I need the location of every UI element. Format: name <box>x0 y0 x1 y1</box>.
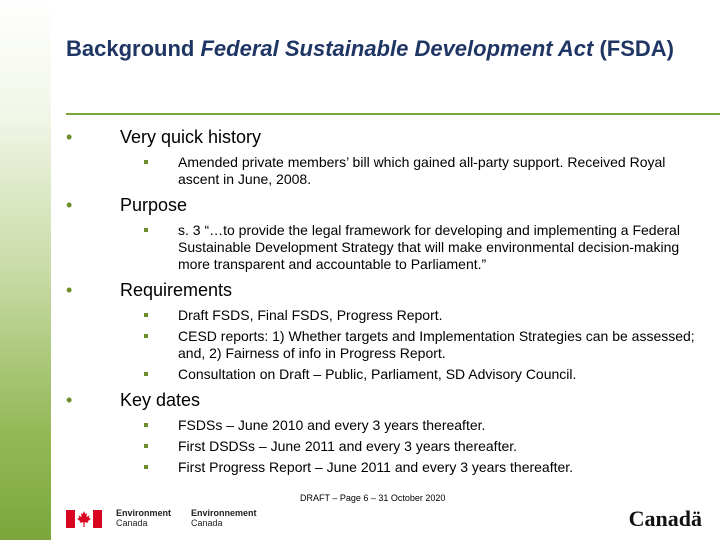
draft-footer: DRAFT – Page 6 – 31 October 2020 <box>300 493 446 503</box>
sub-bullet-text: FSDSs – June 2010 and every 3 years thereafter. <box>178 417 486 433</box>
sub-bullet-text: First DSDSs – June 2011 and every 3 years thereafter. <box>178 438 518 454</box>
sub-bullet-item <box>66 438 706 455</box>
title-prefix: Background <box>66 36 195 61</box>
sub-bullet-item <box>66 328 706 362</box>
title-suffix: (FSDA) <box>599 36 675 61</box>
sub-bullet-item <box>66 222 706 273</box>
bullet-dot-icon: • <box>66 390 73 410</box>
slide-body <box>66 125 706 481</box>
bullet-item <box>66 388 706 412</box>
square-bullet-icon <box>144 444 148 448</box>
bullet-dot-icon: • <box>66 195 73 215</box>
bullet-text: Requirements <box>120 280 233 300</box>
square-bullet-icon <box>144 465 148 469</box>
bullet-dot-icon: • <box>66 127 73 147</box>
bullet-item <box>66 125 706 149</box>
square-bullet-icon <box>144 228 148 232</box>
square-bullet-icon <box>144 334 148 338</box>
sub-bullet-text: Amended private members’ bill which gained all-party support. Received Royal ascent in June, 2008. <box>178 154 666 187</box>
bullet-group-purpose <box>66 193 706 273</box>
bullet-item <box>66 193 706 217</box>
dept-fr-line2: Canada <box>191 518 223 528</box>
bullet-item <box>66 278 706 302</box>
square-bullet-icon <box>144 423 148 427</box>
bullet-text: Very quick history <box>120 127 262 147</box>
canada-wordmark: Canadä <box>628 506 702 531</box>
sub-bullet-text: Draft FSDS, Final FSDS, Progress Report. <box>178 307 443 323</box>
dept-fr-line1: Environnement <box>191 508 257 518</box>
bullet-text: Key dates <box>120 390 201 410</box>
sub-bullet-item <box>66 307 706 324</box>
bullet-group-key-dates <box>66 388 706 476</box>
bullet-dot-icon: • <box>66 280 73 300</box>
title-italic: Federal Sustainable Development Act <box>200 36 594 61</box>
green-gradient-sidebar <box>0 0 51 540</box>
dept-en-line2: Canada <box>116 518 148 528</box>
slide-title <box>66 34 706 63</box>
sub-bullet-item <box>66 154 706 188</box>
canada-flag-icon <box>66 510 102 528</box>
sub-bullet-text: s. 3 “…to provide the legal framework for developing and implementing a Federal Sustainable Development Strategy that will make environmental decision-making more transparent and accountable to Parliament.” <box>178 222 680 272</box>
bullet-group-requirements <box>66 278 706 383</box>
sub-bullet-item <box>66 459 706 476</box>
sub-bullet-item <box>66 417 706 434</box>
sub-bullet-item <box>66 366 706 383</box>
sub-bullet-text: First Progress Report – June 2011 and every 3 years thereafter. <box>178 459 574 475</box>
footer-logo-bar <box>60 506 720 534</box>
square-bullet-icon <box>144 372 148 376</box>
bullet-group-history <box>66 125 706 188</box>
square-bullet-icon <box>144 313 148 317</box>
square-bullet-icon <box>144 160 148 164</box>
dept-name-french <box>191 508 257 528</box>
sub-bullet-text: Consultation on Draft – Public, Parliament, SD Advisory Council. <box>178 366 577 382</box>
dept-name-english <box>116 508 171 528</box>
sub-bullet-text: CESD reports: 1) Whether targets and Implementation Strategies can be assessed; and, 2) Fairness of info in Progress Report. <box>178 328 695 361</box>
maple-leaf-icon <box>77 511 91 527</box>
dept-en-line1: Environment <box>116 508 172 518</box>
bullet-text: Purpose <box>120 195 188 215</box>
title-divider <box>66 113 720 115</box>
